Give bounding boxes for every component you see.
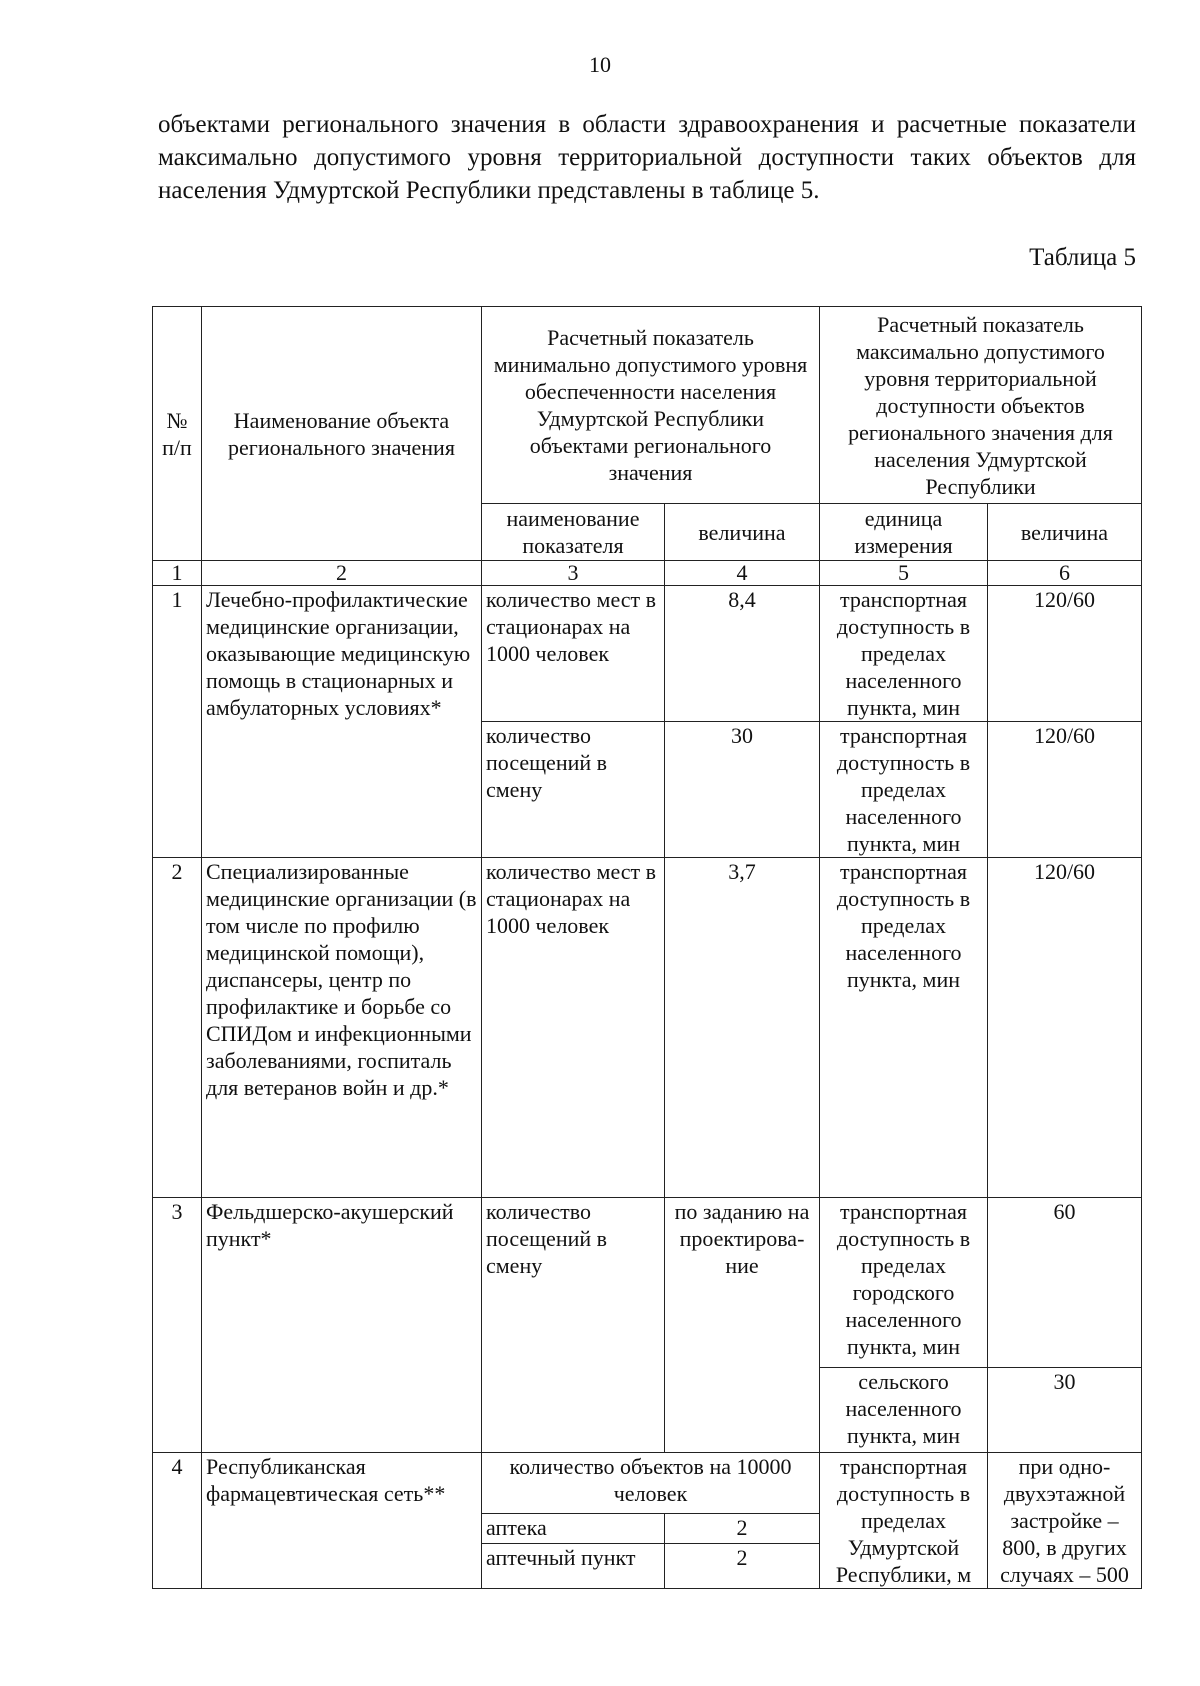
- page-number: 10: [589, 52, 611, 77]
- accessibility-value: 120/60: [988, 586, 1142, 722]
- accessibility-value: 120/60: [988, 858, 1142, 1198]
- unit-of-measure: транспортная доступность в пределах населенного пункта, мин: [820, 858, 988, 1198]
- column-number-row: [153, 561, 1142, 586]
- column-number: 6: [988, 561, 1142, 586]
- unit-of-measure: транспортная доступность в пределах населенного пункта, мин: [820, 586, 988, 722]
- object-name: Республиканская фармацевтическая сеть**: [202, 1453, 482, 1589]
- header-value: величина: [665, 504, 820, 561]
- row-number: 4: [153, 1453, 202, 1589]
- row-number: 3: [153, 1198, 202, 1453]
- indicator-value: 8,4: [665, 586, 820, 722]
- unit-of-measure: транспортная доступность в пределах Удмуртской Республики, м: [820, 1453, 988, 1589]
- accessibility-value: 120/60: [988, 722, 1142, 858]
- header-max-indicator: Расчетный показатель максимально допустимого уровня территориальной доступности объектов регионального значения для населения Удмуртской Республики: [820, 307, 1142, 504]
- intro-paragraph: объектами регионального значения в области здравоохранения и расчетные показатели максимально допустимого уровня территориальной доступности таких объектов для населения Удмуртской Республики представлены в таблице 5.: [158, 111, 1136, 204]
- row-number: 2: [153, 858, 202, 1198]
- indicator-value: 2: [665, 1514, 820, 1544]
- accessibility-value: 60: [988, 1198, 1142, 1368]
- accessibility-value: при одно-двухэтажной застройке – 800, в других случаях – 500: [988, 1453, 1142, 1589]
- indicator-value: 2: [665, 1544, 820, 1589]
- column-number: 4: [665, 561, 820, 586]
- header-indicator-name: наименование показателя: [482, 504, 665, 561]
- table-row: [153, 586, 1142, 722]
- column-number: 3: [482, 561, 665, 586]
- indicator-value: 3,7: [665, 858, 820, 1198]
- column-number: 1: [153, 561, 202, 586]
- object-name: Специализированные медицинские организации (в том числе по профилю медицинской помощи), диспансеры, центр по профилактике и борьбе со СПИДом и инфекционными заболеваниями, госпиталь для ветеранов войн и др.*: [202, 858, 482, 1198]
- indicator-name: количество посещений в смену: [482, 722, 665, 858]
- header-value-2: величина: [988, 504, 1142, 561]
- unit-of-measure: сельского населенного пункта, мин: [820, 1368, 988, 1453]
- table-row: [153, 858, 1142, 1198]
- header-row: [153, 307, 1142, 504]
- indicator-name: аптека: [482, 1514, 665, 1544]
- object-name: Лечебно-профилактические медицинские организации, оказывающие медицинскую помощь в стационарных и амбулаторных условиях*: [202, 586, 482, 858]
- indicator-group-name: количество объектов на 10000 человек: [482, 1453, 820, 1514]
- header-object-name: Наименование объекта регионального значения: [202, 307, 482, 561]
- row-number: 1: [153, 586, 202, 858]
- indicators-table: [152, 306, 1142, 1589]
- table-row: [153, 1198, 1142, 1368]
- accessibility-value: 30: [988, 1368, 1142, 1453]
- indicator-value: 30: [665, 722, 820, 858]
- column-number: 2: [202, 561, 482, 586]
- table-row: [153, 1453, 1142, 1514]
- unit-of-measure: транспортная доступность в пределах городского населенного пункта, мин: [820, 1198, 988, 1368]
- header-unit: единица измерения: [820, 504, 988, 561]
- object-name: Фельдшерско-акушерский пункт*: [202, 1198, 482, 1453]
- unit-of-measure: транспортная доступность в пределах населенного пункта, мин: [820, 722, 988, 858]
- table-caption: Таблица 5: [1029, 244, 1136, 271]
- indicator-name: аптечный пункт: [482, 1544, 665, 1589]
- header-number: № п/п: [153, 307, 202, 561]
- column-number: 5: [820, 561, 988, 586]
- indicator-value: по заданию на проектирова-ние: [665, 1198, 820, 1453]
- header-min-indicator: Расчетный показатель минимально допустимого уровня обеспеченности населения Удмуртской Республики объектами регионального значения: [482, 307, 820, 504]
- indicator-name: количество мест в стационарах на 1000 человек: [482, 858, 665, 1198]
- indicator-name: количество мест в стационарах на 1000 человек: [482, 586, 665, 722]
- indicator-name: количество посещений в смену: [482, 1198, 665, 1453]
